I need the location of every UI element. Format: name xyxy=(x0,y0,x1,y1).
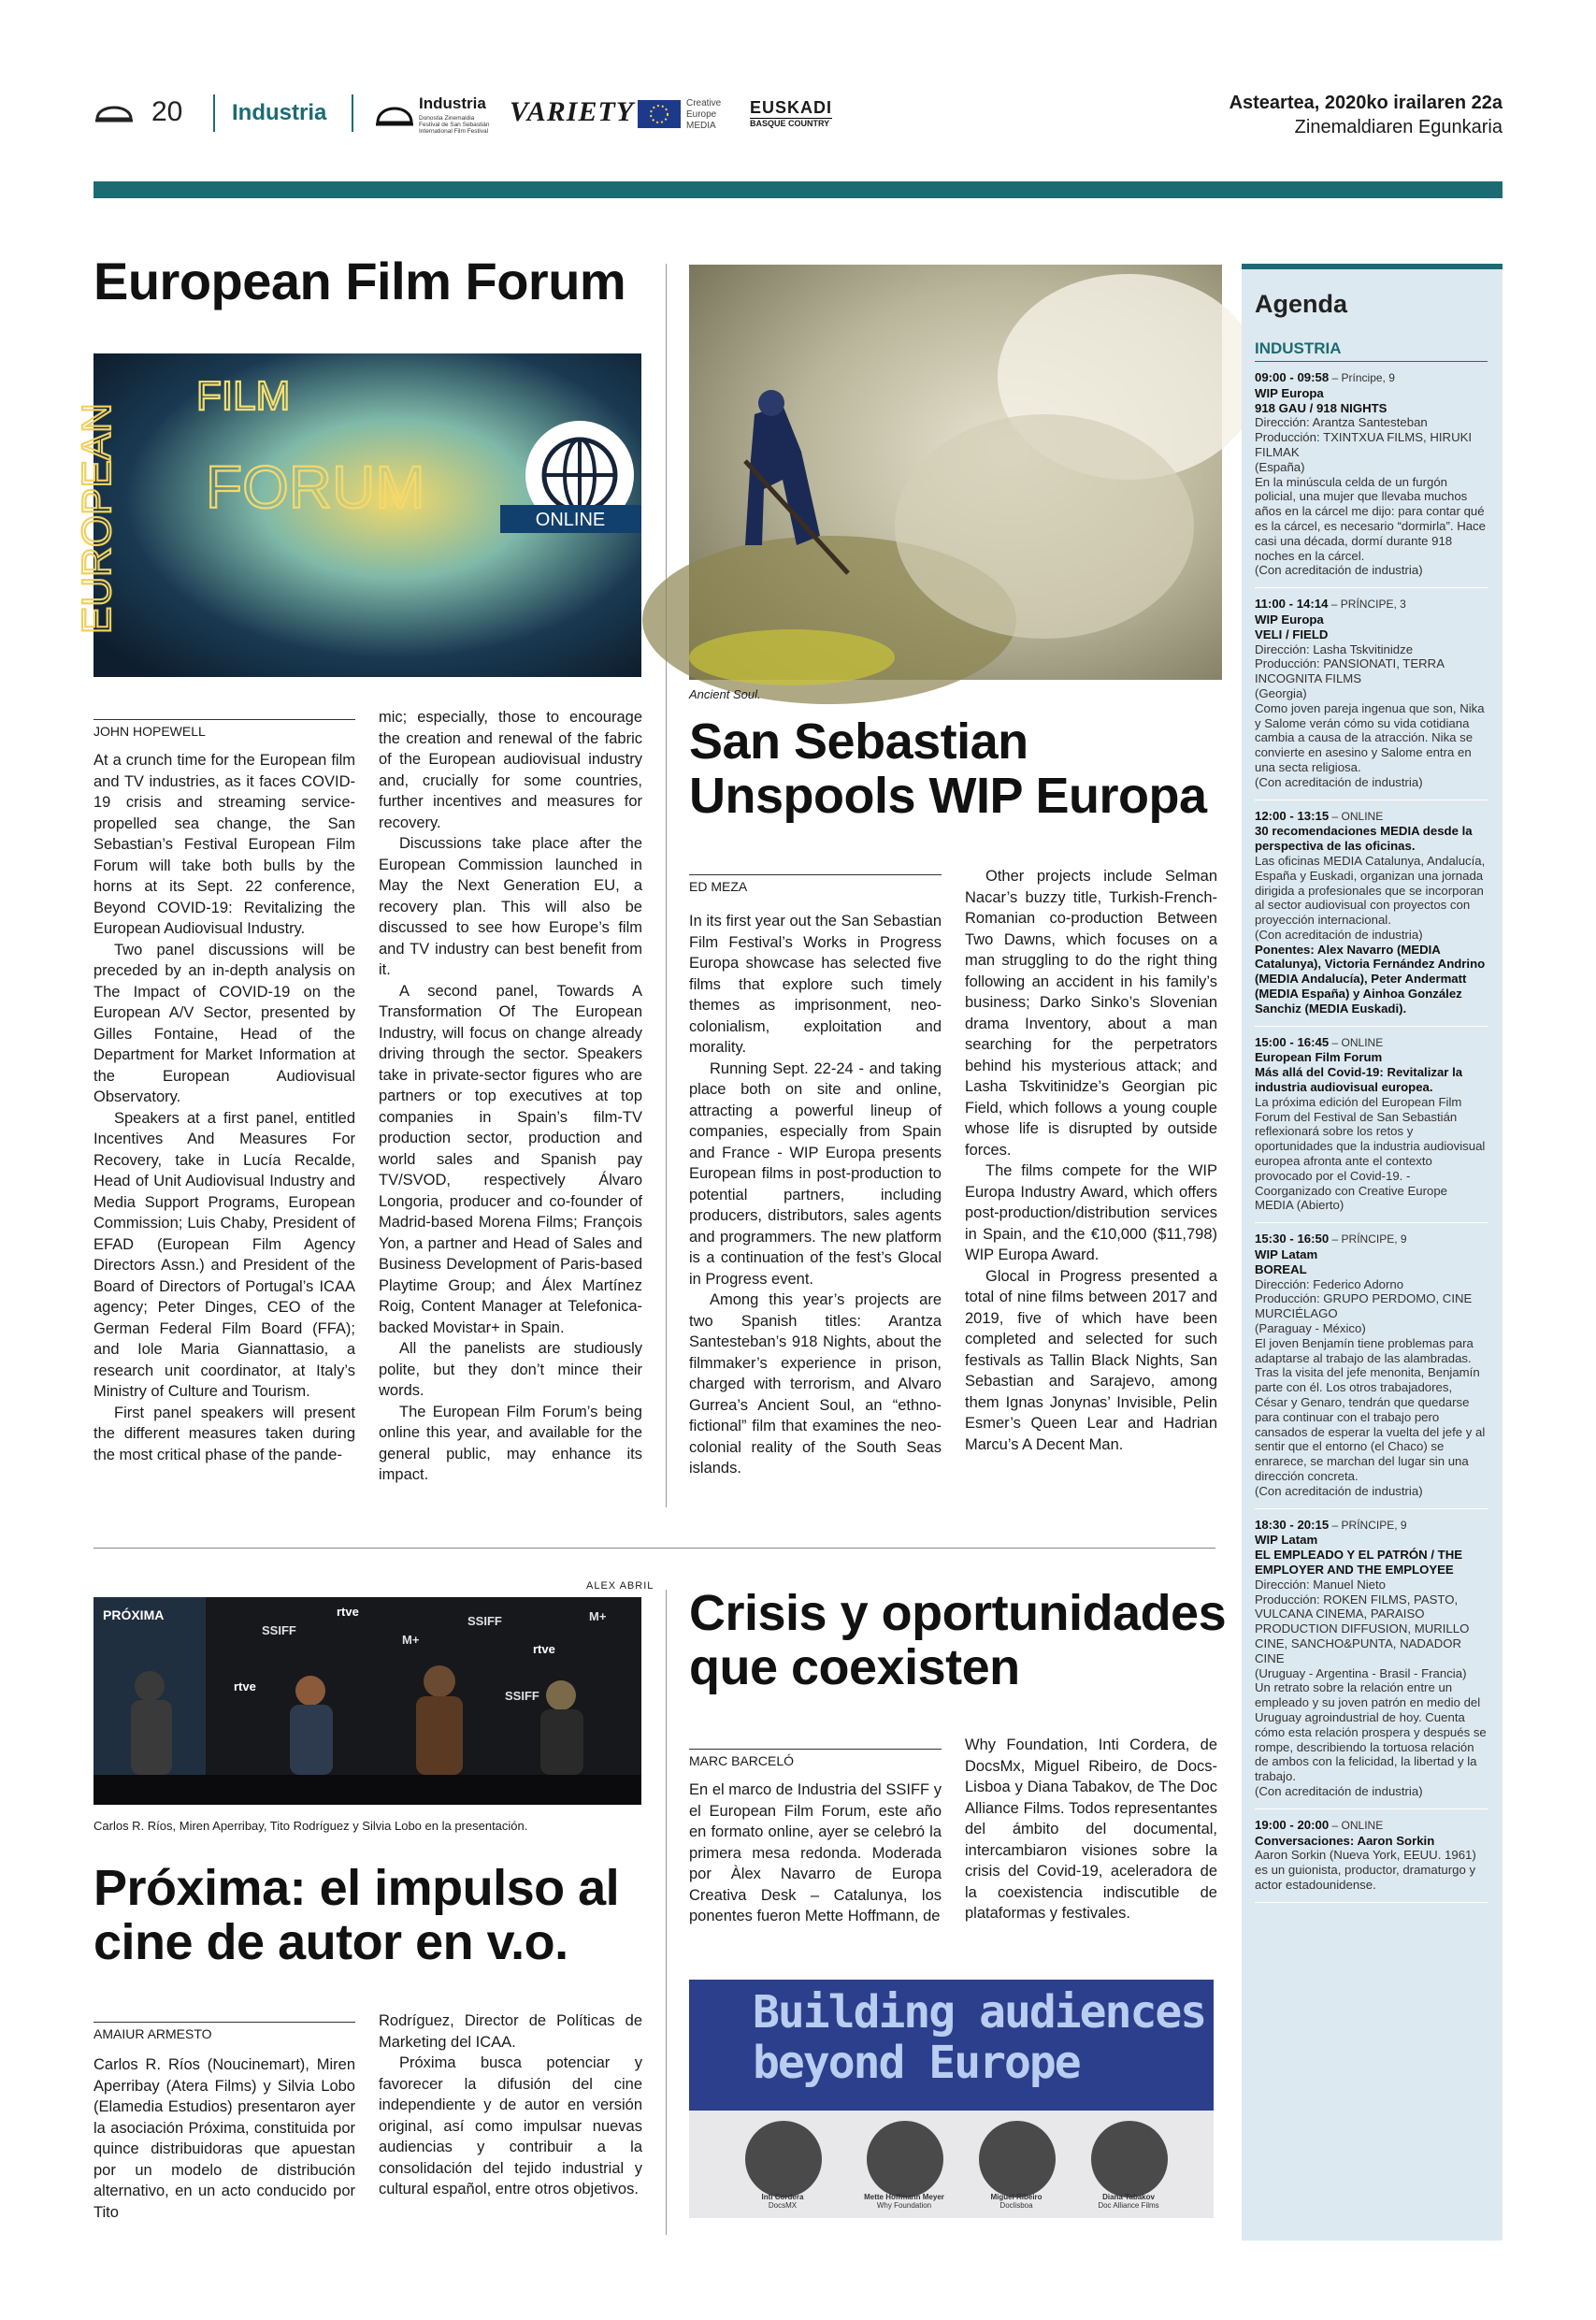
euskadi-logo xyxy=(750,98,832,128)
agenda-event-title: BOREAL xyxy=(1255,1261,1307,1276)
agenda-item xyxy=(1255,362,1488,588)
backdrop-text: rtve xyxy=(234,1679,256,1693)
agenda-event-title: VELI / FIELD xyxy=(1255,627,1329,641)
headline-line: cine de autor en v.o. xyxy=(93,1914,568,1970)
shell-logo-icon xyxy=(93,96,135,126)
industria-logo-sub: Donostia Zinemaldia Festival de San Sebastián International Film Festival xyxy=(419,115,490,135)
body-paragraph: Why Foundation, Inti Cordera, de DocsMx, Miguel Ribeiro, de Docs-Lisboa y Diana Tabakov, de The Doc Alliance Films. Todos representantes del ámbito del documental, intercambiaron visiones sobre la crisis del Covid-19, aceleradora de la coexistencia indiscutible de plataformas y festivales. xyxy=(965,1736,1217,1922)
agenda-description: Dirección: Arantza Santesteban Producción: TXINTXUA FILMS, HIRUKI FILMAK (España) En la minúscula celda de un furgón policial, una mujer que llevaba muchos años en la cárcel me dijo: para contar qué es la cárcel, es necesario “dormirla”. Hace casi una década, dormí durante 918 noches en la cárcel. (Con acreditación de industria) xyxy=(1255,415,1486,578)
creative-europe-text: Creative Europe MEDIA xyxy=(686,98,722,131)
body-paragraph: All the panelists are studiously polite, but they don’t mince their words. xyxy=(379,1340,642,1399)
body-paragraph: Glocal in Progress presented a total of nine films between 2017 and 2019, five of which have been completed and selected for such festivals as Tallin Black Nights, San Sebastian and Sarajevo, among them Ignas Jonynas’ Invisible, Pelin Esmer’s Queen Lear and Hadrian Marcu’s A Decent Man. xyxy=(965,1267,1217,1453)
body-paragraph: Discussions take place after the European Commission launched in May the Next Generation EU, a recovery plan. This will also be discussed to see how Europe’s film and TV industry can best benefit from it. xyxy=(379,835,642,978)
speaker-org-text: DocsMX xyxy=(768,2201,798,2210)
speaker-avatar xyxy=(867,2121,943,2198)
article-column xyxy=(689,1780,942,1927)
backdrop-text: rtve xyxy=(337,1605,359,1619)
banner-title-line: beyond Europe xyxy=(753,2037,1080,2089)
shell-logo-icon xyxy=(374,98,415,130)
agenda-item xyxy=(1255,1027,1488,1224)
article-column xyxy=(93,2054,355,2223)
agenda-time: 19:00 - 20:00 xyxy=(1255,1817,1330,1832)
agenda-event-title: WIP Latam xyxy=(1255,1533,1318,1548)
agenda-description: La próxima edición del European Film Forum del Festival de San Sebastián reflexionará sobre los retos y oportunidades que la industria audiovisual europea afronta ante el contexto provocado por el Covid-19. - Coorganizado con Creative Europe MEDIA (Abierto) xyxy=(1255,1094,1486,1213)
speaker-name-text: Miguel Ribeiro xyxy=(990,2193,1042,2201)
proxima-presentation-photo xyxy=(93,1597,641,1805)
agenda-time: 15:30 - 16:50 xyxy=(1255,1232,1330,1246)
speaker-name xyxy=(1072,2193,1185,2210)
speaker-avatar xyxy=(745,2121,822,2198)
body-paragraph: First panel speakers will present the different measures taken during the most critical phase of the pande- xyxy=(93,1404,355,1463)
speaker-name-text: Inti Cordera xyxy=(761,2193,804,2201)
header-bar xyxy=(93,181,1503,198)
photo-credit: ALEX ABRIL xyxy=(586,1580,654,1592)
eu-flag-icon xyxy=(638,100,681,128)
agenda-event-title: Más allá del Covid-19: Revitalizar la industria audiovisual europea. xyxy=(1255,1065,1463,1095)
speaker-name xyxy=(726,2193,839,2210)
agenda-item xyxy=(1255,588,1488,800)
agenda-speakers: Ponentes: Alex Navarro (MEDIA Catalunya), Victoria Fernández Andrino (MEDIA Andalucía), Peter Andermatt (MEDIA España) y Ainhoa González Sanchiz (MEDIA Euskadi). xyxy=(1255,942,1486,1016)
header-divider xyxy=(352,94,353,132)
backdrop-text: rtve xyxy=(533,1642,555,1656)
body-paragraph: Rodríguez, Director de Políticas de Marketing del ICAA. xyxy=(379,2012,642,2051)
speaker-name xyxy=(848,2193,960,2210)
backdrop-text: M+ xyxy=(402,1633,420,1647)
headline-line: Crisis y oportunidades xyxy=(689,1585,1227,1641)
headline-line: que coexisten xyxy=(689,1639,1020,1695)
industria-logo xyxy=(374,94,496,136)
body-paragraph: En el marco de Industria del SSIFF y el European Film Forum, este año en formato online, ayer se celebró la primera mesa redonda. Moderada por Àlex Navarro de Europa Creativa Desk – Catalunya, los ponentes fueron Mette Hoffmann, de xyxy=(689,1781,942,1924)
agenda-place: – ONLINE xyxy=(1329,1035,1384,1049)
proxima-banner-text: PRÓXIMA xyxy=(103,1607,165,1622)
industria-logo-name: Industria xyxy=(419,94,486,112)
agenda-place: – ONLINE xyxy=(1329,1818,1384,1832)
body-paragraph: Among this year’s projects are two Spanish titles: Arantza Santesteban’s 918 Nights, about the filmmaker’s experience in prison, charged with terrorism, and Alvaro Gurrea’s Ancient Soul, an “ethno-fictional” film that examines the neo-colonial reality of the South Seas islands. xyxy=(689,1291,942,1477)
euskadi-subtext: BASQUE COUNTRY xyxy=(750,118,832,128)
building-audiences-banner xyxy=(689,1980,1214,2218)
speaker-name-text: Diana Tabakov xyxy=(1102,2193,1155,2201)
agenda-title: Agenda xyxy=(1255,290,1348,318)
body-paragraph: In its first year out the San Sebastian Film Festival’s Works in Progress Europa showcase has selected five films that explore such timely themes as imprisonment, neo-colonialism, exploitation and morality. xyxy=(689,913,942,1056)
column-rule xyxy=(666,264,667,1507)
speaker-org-text: Doclisboa xyxy=(999,2201,1033,2210)
article-column xyxy=(379,2010,642,2200)
agenda-time: 11:00 - 14:14 xyxy=(1255,597,1329,612)
body-paragraph: The European Film Forum’s being online this year, and available for the general public, may enhance its impact. xyxy=(379,1403,642,1483)
svg-text:EUROPEAN: EUROPEAN xyxy=(74,403,120,634)
agenda-event-title: WIP Europa xyxy=(1255,385,1324,400)
article-column xyxy=(965,1735,1217,1924)
agenda-description: Las oficinas MEDIA Catalunya, Andalucía, España y Euskadi, organizan una jornada dirigida a profesionales que se incorporan al sector audiovisual con proyectos con proyección internacional. (Con acreditación de industria) xyxy=(1255,853,1486,942)
article-headline xyxy=(689,714,1207,823)
variety-logo: VARIETY xyxy=(510,96,635,127)
column-rule xyxy=(666,1590,667,2235)
body-paragraph: Two panel discussions will be preceded by an in-depth analysis on The Impact of COVID-19 on the European A/V Sector, presented by Gilles Fontaine, Head of the Department for Market Information at the European Audiovisual Observatory. xyxy=(93,941,355,1105)
backdrop-text: SSIFF xyxy=(505,1689,539,1703)
agenda-event-title: European Film Forum xyxy=(1255,1050,1383,1065)
page-number: 20 xyxy=(151,96,183,127)
agenda-description: Dirección: Manuel Nieto Producción: ROKEN FILMS, PASTO, VULCANA CINEMA, PARAISO PRODUCTION DIFFUSION, MURILLO CINE, SANCHO&PUNTA, NADADOR CINE (Uruguay - Argentina - Brasil - Francia) Un retrato sobre la relación entre un empleado y su joven patrón en medio del Uruguay agroindustrial de hoy. Cuenta cómo esta relación prospera y después se rompe, describiendo la tortuosa relación de ambos con la felicidad, la libertad y la trabajo. (Con acreditación de industria) xyxy=(1255,1577,1487,1798)
photo-caption: Carlos R. Ríos, Miren Aperribay, Tito Rodríguez y Silvia Lobo en la presentación. xyxy=(93,1819,528,1833)
article-column xyxy=(965,866,1217,1455)
speaker-name xyxy=(960,2193,1072,2210)
body-paragraph: Speakers at a first panel, entitled Incentives And Measures For Recovery, take in Lucía Recalde, Head of Unit Audiovisual Industry and Media Support Programs, European Commission; Luis Chaby, President of EFAD (European Film Agency Directors Assn.) and President of the Board of Directors of Portugal’s ICAA agency; Peter Dinges, CEO of the German Federal Film Board (FFA); and Iole Maria Giannattasio, a research unit coordinator, at Italy’s Ministry of Culture and Tourism. xyxy=(93,1109,355,1400)
banner-title-line: Building audiences xyxy=(753,1986,1206,2039)
article-byline: JOHN HOPEWELL xyxy=(93,719,355,739)
agenda-event-title: 918 GAU / 918 NIGHTS xyxy=(1255,400,1388,415)
photo-caption: Ancient Soul. xyxy=(689,687,761,701)
speaker-org-text: Why Foundation xyxy=(876,2201,932,2210)
agenda-place: – PRÍNCIPE, 9 xyxy=(1329,1232,1407,1246)
svg-text:FORUM: FORUM xyxy=(206,454,425,521)
article-column xyxy=(379,707,642,1486)
agenda-sidebar xyxy=(1242,264,1503,2241)
headline-line: Unspools WIP Europa xyxy=(689,768,1207,824)
speaker-avatar xyxy=(1091,2121,1168,2198)
section-title: Industria xyxy=(232,100,327,125)
agenda-item xyxy=(1255,800,1488,1027)
article-byline: MARC BARCELÓ xyxy=(689,1749,942,1768)
speaker-avatar xyxy=(979,2121,1056,2198)
agenda-time: 15:00 - 16:45 xyxy=(1255,1034,1330,1049)
article-headline xyxy=(689,1586,1226,1694)
banner-title xyxy=(753,1987,1205,2088)
header-divider xyxy=(213,94,215,132)
body-paragraph: The films compete for the WIP Europa Industry Award, which offers post-production/distribution services in Spain, and the €10,000 ($11,798) WIP Europa Award. xyxy=(965,1162,1217,1263)
agenda-description: Dirección: Federico Adorno Producción: GRUPO PERDOMO, CINE MURCIÉLAGO (Paraguay - México) El joven Benjamín tiene problemas para adaptarse al trabajo de las alambradas. Tras la visita del jefe menonita, Benjamín parte con él. Los otros trabajadores, César y Genaro, tendrán que quedarse para continuar con el trabajo pero cansados de esperar la vuelta del jefe y al sentir que el entorno (el Chaco) se enrarece, se marchan del lugar sin una dirección concreta. (Con acreditación de industria) xyxy=(1255,1276,1486,1498)
creative-europe-logo xyxy=(638,98,731,132)
agenda-place: – ONLINE xyxy=(1329,809,1384,823)
svg-text:FILM: FILM xyxy=(196,373,291,419)
body-paragraph: Próxima busca potenciar y favorecer la difusión del cine independiente y de autor en versión original, así como impulsar nuevas audiencias y contribuir a la consolidación del tejido industrial y cultural español, entre otros objetivos. xyxy=(379,2054,642,2198)
agenda-item xyxy=(1255,1509,1488,1809)
agenda-time: 18:30 - 20:15 xyxy=(1255,1517,1330,1532)
agenda-item xyxy=(1255,1809,1488,1903)
article-column xyxy=(93,750,355,1465)
agenda-place: – Príncipe, 9 xyxy=(1329,371,1395,384)
speaker-org-text: Doc Alliance Films xyxy=(1098,2201,1159,2210)
agenda-time: 09:00 - 09:58 xyxy=(1255,370,1330,384)
body-paragraph: Other projects include Selman Nacar’s buzzy title, Turkish-French-Romanian co-production Between Two Dawns, which focuses on a man struggling to do the right thing following an accident in his family’s business; Darko Sinko’s Slovenian drama Inventory, about a man searching for the perpetrators behind his mysterious attack; and Lasha Tskvitinidze’s Georgian pic Field, which follows a young couple whose life is disrupted by outside forces. xyxy=(965,868,1217,1159)
page-header xyxy=(93,89,1503,145)
speaker-name-text: Mette Hoffmann Meyer xyxy=(864,2193,944,2201)
article-headline xyxy=(93,1861,619,1969)
section-divider xyxy=(93,1548,1215,1549)
headline-line: San Sebastian xyxy=(689,713,1028,770)
headline-line: Próxima: el impulso al xyxy=(93,1860,620,1916)
article-byline: AMAIUR ARMESTO xyxy=(93,2022,355,2041)
agenda-description: Aaron Sorkin (Nueva York, EEUU. 1961) es un guionista, productor, dramaturgo y actor estadounidense. xyxy=(1255,1848,1476,1892)
backdrop-text: SSIFF xyxy=(467,1614,502,1628)
agenda-time: 12:00 - 13:15 xyxy=(1255,808,1330,823)
agenda-section: INDUSTRIA xyxy=(1255,339,1488,362)
european-film-forum-poster xyxy=(74,353,641,677)
agenda-event-title: WIP Latam xyxy=(1255,1247,1318,1262)
agenda-event-title: Conversaciones: Aaron Sorkin xyxy=(1255,1833,1435,1848)
ancient-soul-photo xyxy=(689,265,1222,680)
agenda-event-title: EL EMPLEADO Y EL PATRÓN / THE EMPLOYER AND THE EMPLOYEE xyxy=(1255,1548,1463,1577)
body-paragraph: A second panel, Towards A Transformation Of The European Industry, will focus on change already driving through the sector. Speakers take in private-sector figures who are partners or top executives at top companies in Spain’s film-TV production sector, production and world sales and Spanish pay TV/SVOD, respectively Álvaro Longoria, producer and co-founder of Madrid-based Morena Films; François Yon, a partner and Head of Sales and Business Development of Paris-based Playtime Group; and Álex Martínez Roig, Content Manager at Telefonica-backed Movistar+ in Spain. xyxy=(379,982,642,1336)
agenda-place: – PRÍNCIPE, 9 xyxy=(1329,1518,1407,1532)
body-paragraph: Carlos R. Ríos (Noucinemart), Miren Aperribay (Atera Films) y Silvia Lobo (Elamedia Estudios) presentaron ayer la asociación Próxima, constituida por quince distribuidoras que apuestan por un modelo de distribución alternativo, en un acto conducido por Tito xyxy=(93,2056,355,2221)
backdrop-text: M+ xyxy=(589,1609,607,1623)
agenda-event-title: 30 recomendaciones MEDIA desde la perspectiva de las oficinas. xyxy=(1255,824,1473,854)
agenda-item xyxy=(1255,1223,1488,1508)
article-byline: ED MEZA xyxy=(689,874,942,894)
issue-date: Asteartea, 2020ko irailaren 22a xyxy=(1229,93,1503,113)
newspaper-name: Zinemaldiaren Egunkaria xyxy=(1294,117,1503,137)
agenda-place: – PRÍNCIPE, 3 xyxy=(1328,598,1406,612)
online-badge: ONLINE xyxy=(535,510,606,530)
agenda-description: Dirección: Lasha Tskvitinidze Producción: PANSIONATI, TERRA INCOGNITA FILMS (Georgia) Como joven pareja ingenua que son, Nika y Salome verán cómo su vida cotidiana cambia a causa de la atracción. Nika se convierte en asesino y Salome entra en una secta religiosa. (Con acreditación de industria) xyxy=(1255,641,1485,789)
article-column xyxy=(689,911,942,1479)
body-paragraph: At a crunch time for the European film and TV industries, as it faces COVID-19 crisis and streaming service-propelled sea change, the San Sebastian’s Festival European Film Forum will take both bulls by the horns at its Sept. 22 conference, Beyond COVID-19: Revitalizing the European Audiovisual Industry. xyxy=(93,752,355,937)
agenda-event-title: WIP Europa xyxy=(1255,612,1324,627)
article-headline: European Film Forum xyxy=(93,252,626,310)
body-paragraph: mic; especially, those to encourage the creation and renewal of the fabric of the European audiovisual industry and, crucially for some countries, further incentives and measures for recovery. xyxy=(379,709,642,831)
body-paragraph: Running Sept. 22-24 - and taking place both on site and online, attracting a powerful lineup of companies, especially from Spain and France - WIP Europa presents European films in post-production to potential partners, including producers, distributors, sales agents and programmers. The new platform is a continuation of the fest’s Glocal in Progress event. xyxy=(689,1059,942,1288)
euskadi-text: EUSKADI xyxy=(750,98,833,117)
backdrop-text: SSIFF xyxy=(262,1623,296,1637)
